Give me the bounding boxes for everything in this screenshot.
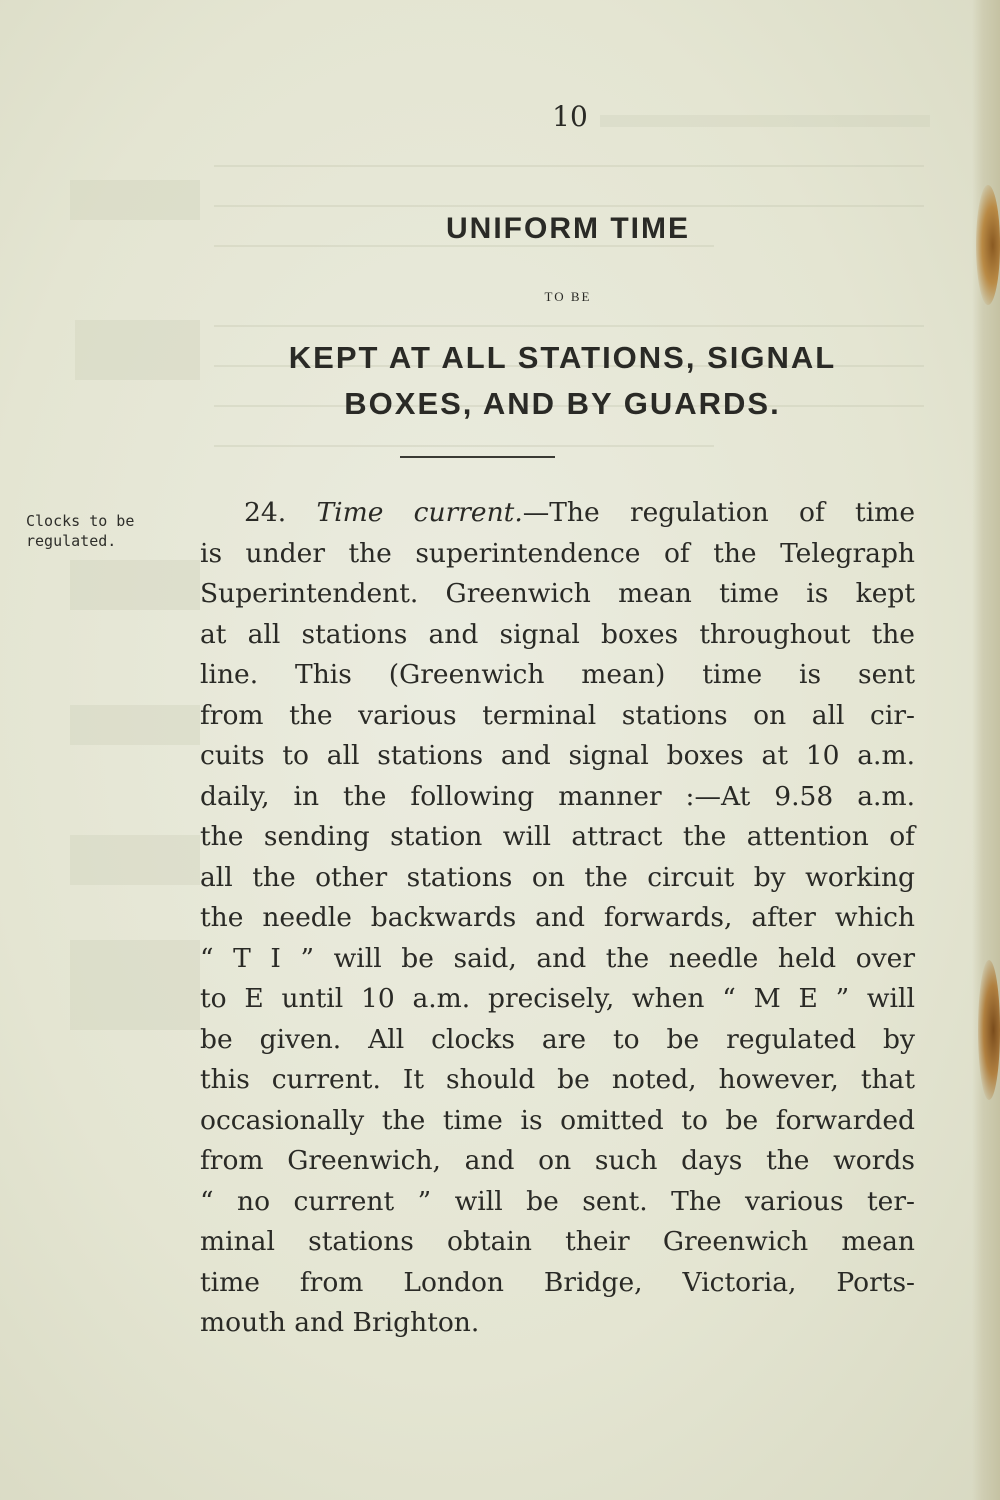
paragraph-line: time from London Bridge, Victoria, Ports- — [200, 1266, 915, 1298]
paragraph-first-line — [200, 493, 915, 534]
paragraph-line: “ no current ” will be sent. The various ter- — [200, 1185, 915, 1217]
title-line-3a: KEPT AT ALL STATIONS, SIGNAL — [288, 340, 837, 375]
paragraph-line: from Greenwich, and on such days the words — [200, 1145, 915, 1176]
divider-rule — [400, 456, 555, 458]
body-paragraph — [200, 493, 915, 1344]
margin-note-line-1: Clocks to be — [26, 512, 135, 530]
paragraph-line: cuits to all stations and signal boxes at 10 a.m. — [200, 740, 915, 771]
paragraph-line: “ T I ” will be said, and the needle held over — [200, 942, 915, 974]
paragraph-line: all the other stations on the circuit by working — [200, 861, 915, 893]
paragraph-line: be given. All clocks are to be regulated by — [200, 1023, 915, 1055]
section-lead: —The regulation of time — [522, 497, 915, 528]
margin-note — [26, 511, 176, 551]
section-number: 24. — [244, 497, 287, 528]
paper-stain — [976, 185, 1000, 305]
paragraph-line: is under the superintendence of the Telegraph — [200, 537, 915, 569]
paper-stain — [978, 960, 1000, 1100]
title-line-2: TO BE — [544, 289, 592, 304]
title-line-3b: BOXES, AND BY GUARDS. — [344, 386, 781, 421]
margin-note-line-2: regulated. — [26, 532, 117, 550]
paragraph-line: the needle backwards and forwards, after which — [200, 902, 915, 933]
title-line-3 — [205, 335, 920, 427]
paragraph-line: occasionally the time is omitted to be forwarded — [200, 1104, 915, 1136]
paragraph-line: the sending station will attract the attention of — [200, 821, 915, 852]
paragraph-line: from the various terminal stations on all cir- — [200, 699, 915, 731]
paragraph-last-line: mouth and Brighton. — [200, 1307, 480, 1338]
page-number: 10 — [552, 100, 588, 133]
paragraph-line: at all stations and signal boxes throughout the — [200, 618, 915, 650]
section-heading: Time current. — [316, 497, 523, 528]
paragraph-line: to E until 10 a.m. precisely, when “ M E ” will — [200, 983, 915, 1014]
paragraph-line: Superintendent. Greenwich mean time is kept — [200, 578, 915, 609]
title-line-1: UNIFORM TIME — [446, 212, 690, 245]
paragraph-line: minal stations obtain their Greenwich mean — [200, 1226, 915, 1257]
paragraph-line: this current. It should be noted, however, that — [200, 1064, 915, 1095]
paragraph-line: line. This (Greenwich mean) time is sent — [200, 659, 915, 690]
paragraph-line: daily, in the following manner :—At 9.58 a.m. — [200, 780, 915, 812]
